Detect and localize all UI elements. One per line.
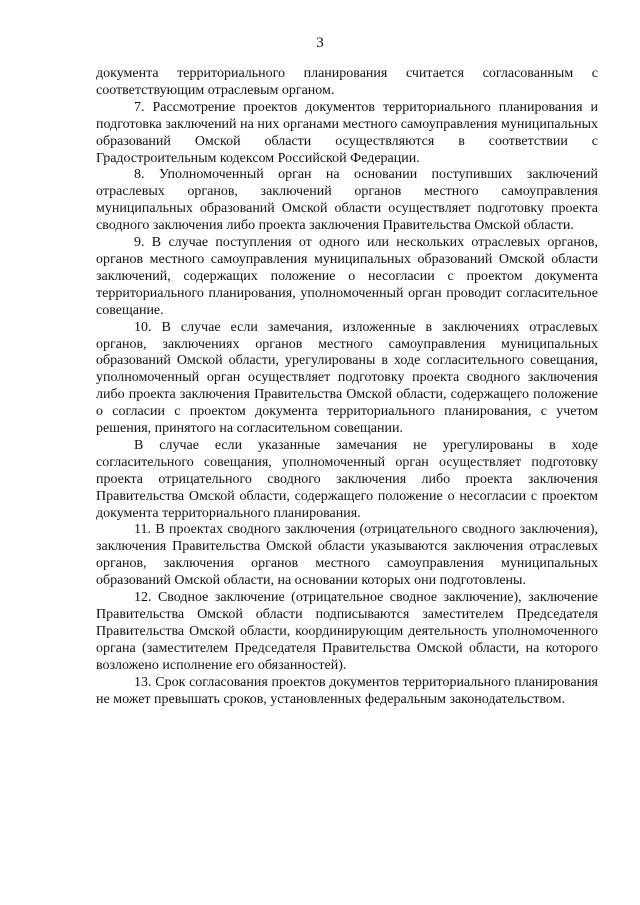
paragraph-item-9: 9. В случае поступления от одного или нескольких отраслевых органов, органов местного самоуправления муниципальных образований Омской области заключений, содержащих положение о несогласии с проектом документа территориального планирования, уполномоченный орган проводит согласительное совещание. [96, 235, 598, 318]
paragraph-item-12: 12. Сводное заключение (отрицательное сводное заключение), заключение Правительства Омской области подписываются заместителем Председателя Правительства Омской области, координирующим деятельность уполномоченного органа (заместителем Председателя Правительства Омской области, на которого возложено исполнение его обязанностей). [96, 590, 598, 673]
paragraph-item-13: 13. Срок согласования проектов документов территориального планирования не может превышать сроков, установленных федеральным законодательством. [96, 674, 598, 707]
paragraph-continuation: документа территориального планирования считается согласованным с соответствующим отраслевым органом. [96, 66, 598, 98]
paragraph-item-10: 10. В случае если замечания, изложенные в заключениях отраслевых органов, заключениях органов местного самоуправления муниципальных образований Омской области, урегулированы в ходе согласительного совещания, уполномоченный орган осуществляет подготовку проекта сводного заключения либо проекта заключения Правительства Омской области, содержащего положение о согласии с проектом документа территориального планирования, с учетом решения, принятого на согласительном совещании. [96, 319, 598, 437]
paragraph-item-8: 8. Уполномоченный орган на основании поступивших заключений отраслевых органов, заключений органов местного самоуправления муниципальных образований Омской области осуществляет подготовку проекта сводного заключения либо проекта заключения Правительства Омской области. [96, 167, 598, 234]
paragraph-item-7: 7. Рассмотрение проектов документов территориального планирования и подготовка заключений на них органами местного самоуправления муниципальных образований Омской области осуществляются в соответствии с Градостроительным кодексом Российской Федерации. [96, 99, 598, 166]
paragraph-item-11: 11. В проектах сводного заключения (отрицательного сводного заключения), заключения Правительства Омской области указываются заключения отраслевых органов, заключения органов местного самоуправления муниципальных образований Омской области, на основании которых они подготовлены. [96, 522, 598, 589]
document-body [96, 66, 598, 708]
paragraph-item-10-second: В случае если указанные замечания не урегулированы в ходе согласительного совещания, уполномоченный орган осуществляет подготовку проекта отрицательного сводного заключения либо проекта заключения Правительства Омской области, содержащего положение о несогласии с проектом документа территориального планирования. [96, 437, 598, 521]
page-number: 3 [316, 35, 324, 51]
